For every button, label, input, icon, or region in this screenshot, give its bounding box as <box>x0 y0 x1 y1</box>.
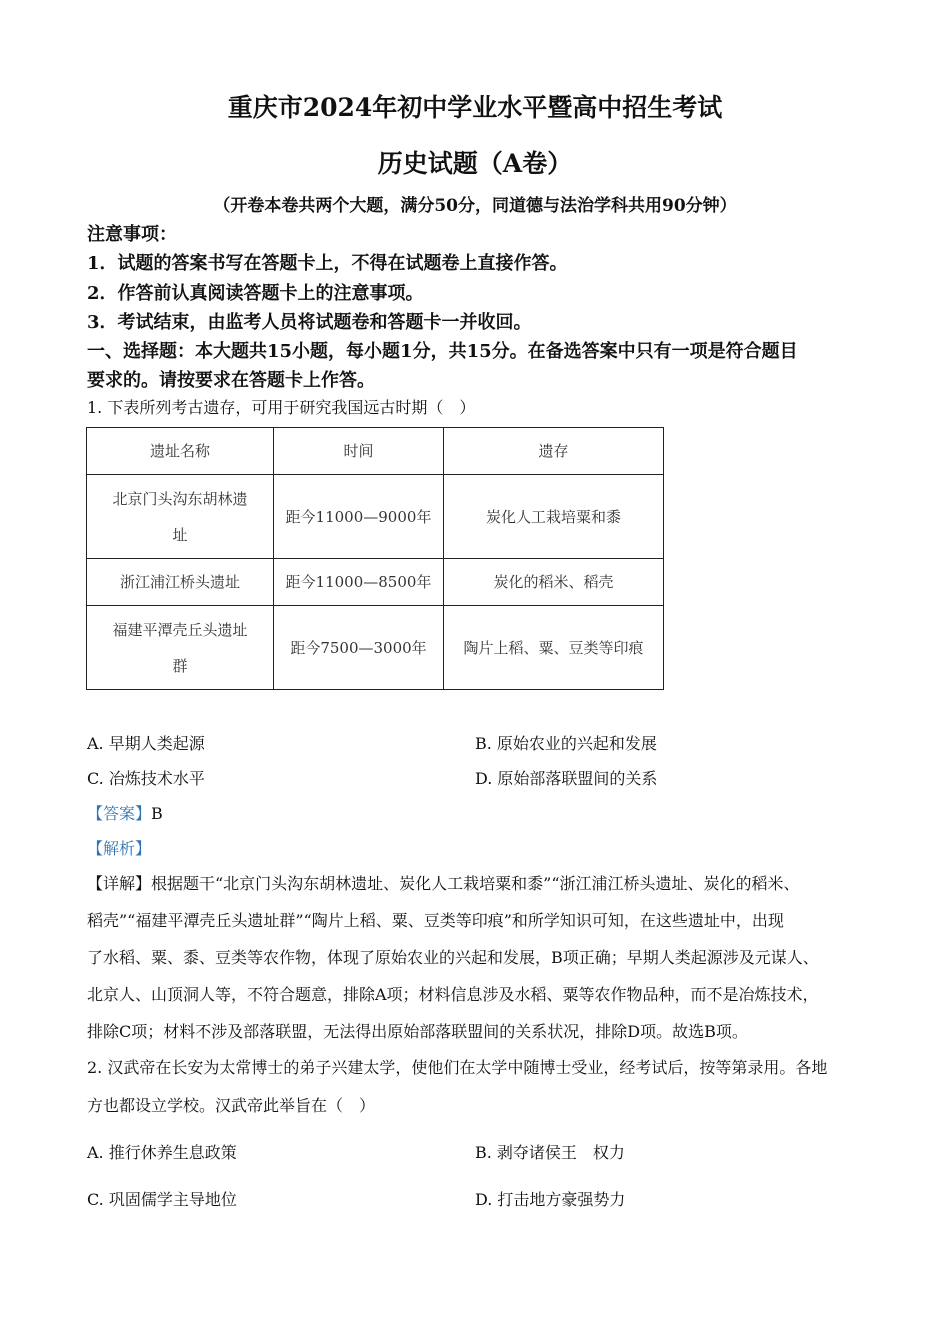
question-1-stem: 1. 下表所列考古遗存，可用于研究我国远古时期（ ） <box>87 398 476 417</box>
table-cell-time: 距今11000—9000年 <box>274 475 444 559</box>
table-cell-site <box>87 606 274 690</box>
detail-line: 【详解】根据题干“北京门头沟东胡林遗址、炭化人工栽培粟和黍”“浙江浦江桥头遗址、炭化的稻米、 <box>87 874 800 893</box>
notice-heading: 注意事项： <box>87 224 177 245</box>
section-instruction: 一、选择题：本大题共15小题，每小题1分，共15分。在备选答案中只有一项是符合题目 <box>87 341 798 362</box>
table-cell-remains: 陶片上稻、粟、豆类等印痕 <box>444 606 664 690</box>
q1-option-c: C. 冶炼技术水平 <box>87 769 205 788</box>
q2-option-c: C. 巩固儒学主导地位 <box>87 1190 237 1209</box>
answer-tag: 【答案】 <box>87 804 152 823</box>
table-cell-site <box>87 475 274 559</box>
notice-item: 1．试题的答案书写在答题卡上，不得在试题卷上直接作答。 <box>87 253 568 274</box>
detail-line: 了水稻、粟、黍、豆类等农作物，体现了原始农业的兴起和发展，B项正确；早期人类起源涉及元谋人、 <box>87 948 819 967</box>
site-name-line: 福建平潭壳丘头遗址 <box>112 620 248 639</box>
table-header-cell: 时间 <box>274 428 444 475</box>
q1-option-d: D. 原始部落联盟间的关系 <box>475 769 658 788</box>
detail-line: 北京人、山顶洞人等，不符合题意，排除A项；材料信息涉及水稻、粟等农作物品种，而不是冶炼技术， <box>87 985 819 1004</box>
notice-item: 3．考试结束，由监考人员将试题卷和答题卡一并收回。 <box>87 312 532 333</box>
q1-option-b: B. 原始农业的兴起和发展 <box>475 734 657 753</box>
table-row <box>87 559 664 606</box>
table-cell-site: 浙江浦江桥头遗址 <box>87 559 274 606</box>
table-cell-time: 距今11000—8500年 <box>274 559 444 606</box>
site-name-line: 群 <box>172 656 188 675</box>
site-name-line: 址 <box>172 525 188 544</box>
q2-option-d: D. 打击地方豪强势力 <box>475 1190 626 1209</box>
table-header-cell: 遗址名称 <box>87 428 274 475</box>
question-2-stem: 2. 汉武帝在长安为太常博士的弟子兴建太学，使他们在太学中随博士受业，经考试后，按等第录用。各地 <box>87 1058 828 1077</box>
analysis-tag: 【解析】 <box>87 839 152 858</box>
notice-item: 2．作答前认真阅读答题卡上的注意事项。 <box>87 283 424 304</box>
detail-line: 稻壳”“福建平潭壳丘头遗址群”“陶片上稻、粟、豆类等印痕”和所学知识可知，在这些遗址中，出现 <box>87 911 784 930</box>
table-cell-time: 距今7500—3000年 <box>274 606 444 690</box>
table-row <box>87 475 664 559</box>
answer-line <box>87 801 163 824</box>
table-header-cell: 遗存 <box>444 428 664 475</box>
exam-subtitle: 历史试题（A卷） <box>377 149 573 178</box>
table-row <box>87 606 664 690</box>
q2-option-b: B. 剥夺诸侯王 权力 <box>475 1143 625 1162</box>
exam-note: （开卷本卷共两个大题，满分50分，同道德与法治学科共用90分钟） <box>213 196 737 216</box>
detail-line: 排除C项；材料不涉及部落联盟，无法得出原始部落联盟间的关系状况，排除D项。故选B项。 <box>87 1022 748 1041</box>
table-header-row <box>87 428 664 475</box>
table-cell-remains: 炭化的稻米、稻壳 <box>444 559 664 606</box>
site-name-line: 北京门头沟东胡林遗 <box>112 489 248 508</box>
q2-option-a: A. 推行休养生息政策 <box>87 1143 237 1162</box>
answer-value: B <box>151 804 163 823</box>
exam-title: 重庆市2024年初中学业水平暨高中招生考试 <box>227 93 723 122</box>
section-instruction: 要求的。请按要求在答题卡上作答。 <box>87 370 375 391</box>
relics-table <box>86 427 664 690</box>
q1-option-a: A. 早期人类起源 <box>87 734 205 753</box>
table-cell-remains: 炭化人工栽培粟和黍 <box>444 475 664 559</box>
question-2-stem: 方也都设立学校。汉武帝此举旨在（ ） <box>87 1096 376 1115</box>
